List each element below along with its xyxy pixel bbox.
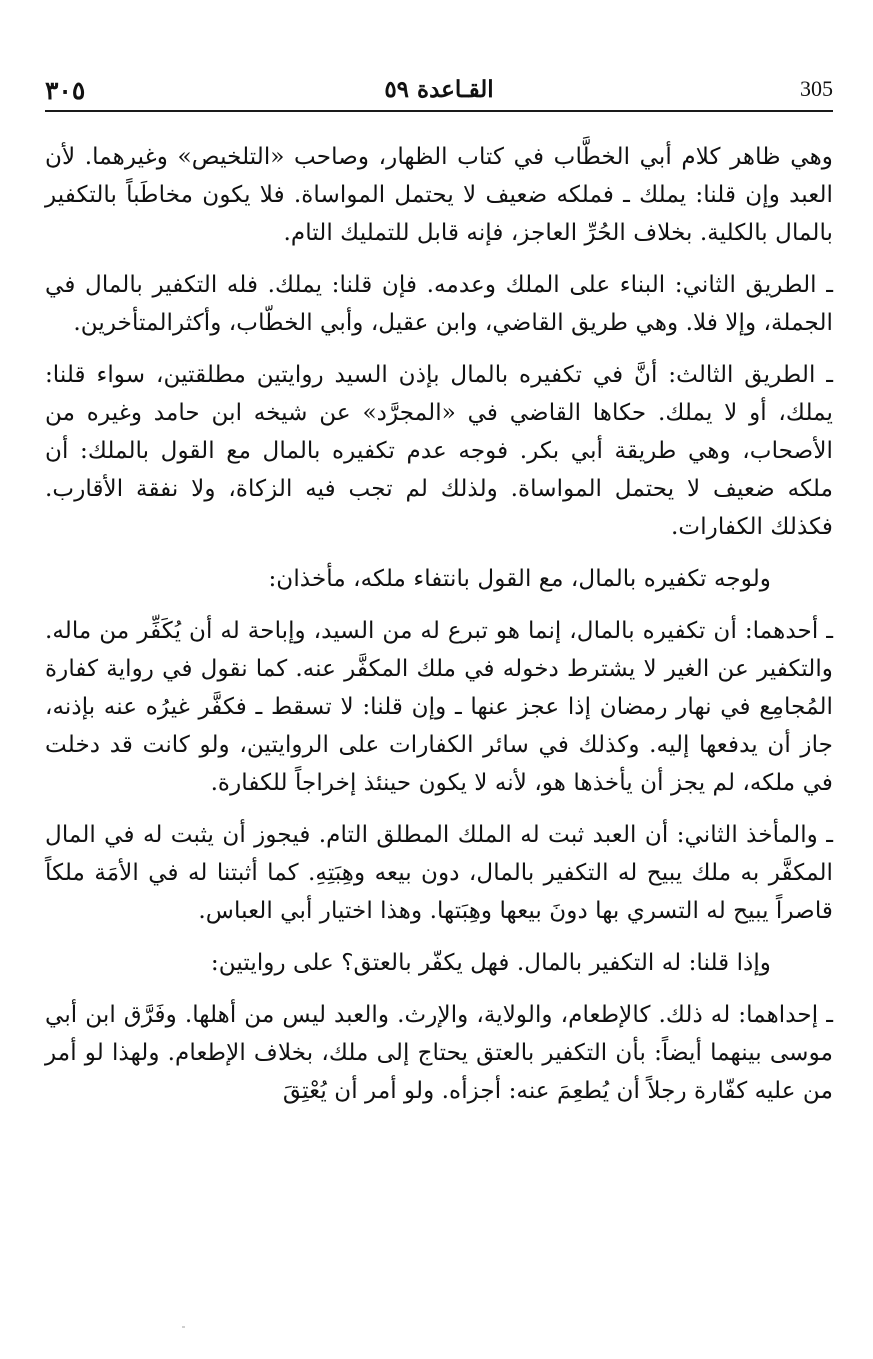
paragraph: ولوجه تكفيره بالمال، مع القول بانتفاء ملكه، مأخذان: [268,565,771,592]
paragraph: وهي ظاهر كلام أبي الخطَّاب في كتاب الظهار، وصاحب «التلخيص» وغيرهما. لأن العبد وإن قلنا: يملك ـ فملكه ضعيف لا يحتمل المواساة. فلا يكون مخاطَباً بالتكفير بالمال بالكلية. بخلاف الحُرِّ العاجز، فإنه قابل للتمليك التام. [45,143,833,246]
paragraph: ـ والمأخذ الثاني: أن العبد ثبت له الملك المطلق التام. فيجوز أن يثبت له في المال المكفَّر به ملك يبيح له التكفير بالمال، دون بيعه وهِبَتِهِ. كما أثبتنا له في الأمَة ملكاً قاصراً يبيح له التسري بها دونَ بيعها وهِبَتها. وهذا اختيار أبي العباس. [45,821,833,924]
paragraph: ـ الطريق الثاني: البناء على الملك وعدمه. فإن قلنا: يملك. فله التكفير بالمال في الجملة، وإلا فلا. وهي طريق القاضي، وابن عقيل، وأبي الخطّاب، وأكثرالمتأخرين. [45,271,833,336]
page-number-latin: 305 [800,76,833,101]
paragraph: ـ أحدهما: أن تكفيره بالمال، إنما هو تبرع له من السيد، وإباحة له أن يُكَفِّر من ماله. والتكفير عن الغير لا يشترط دخوله في ملك المكفَّر عنه. كما نقول في رواية كفارة المُجامِع في نهار رمضان إذا عجز عنها ـ وإن قلنا: لا تسقط ـ فكفَّر غيرُه عنه بإذنه، جاز أن يدفعها إليه. وكذلك في سائر الكفارات على الروايتين، ولو كانت قد دخلت في ملكه، لم يجز أن يأخذها هو، لأنه لا يكون حينئذ إخراجاً للكفارة. [45,617,833,796]
scan-speck [182,1326,185,1328]
running-title: القـاعدة ٥٩ [384,76,494,103]
paragraph: ـ الطريق الثالث: أنَّ في تكفيره بالمال بإذن السيد روايتين مطلقتين، سواء قلنا: يملك، أو لا يملك. حكاها القاضي في «المجرَّد» عن شيخه ابن حامد وغيره من الأصحاب، وهي طريقة أبي بكر. فوجه عدم تكفيره بالمال مع القول بالملك: أن ملكه ضعيف لا يحتمل المواساة. ولذلك لم تجب فيه الزكاة، ولا نفقة الأقارب. فكذلك الكفارات. [45,361,833,540]
paragraph: ـ إحداهما: له ذلك. كالإطعام، والولاية، والإرث. والعبد ليس من أهلها. وفَرَّق ابن أبي موسى بينهما أيضاً: بأن التكفير بالعتق يحتاج إلى ملك، بخلاف الإطعام. ولهذا لو أمر من عليه كفّارة رجلاً أن يُطعِمَ عنه: أجزأه. ولو أمر أن يُعْتِقَ [45,1001,833,1104]
running-header [45,70,833,112]
page-number-arabic: ٣٠٥ [45,76,86,105]
paragraph: وإذا قلنا: له التكفير بالمال. فهل يكفّر بالعتق؟ على روايتين: [210,949,771,976]
page-body [45,138,833,1124]
